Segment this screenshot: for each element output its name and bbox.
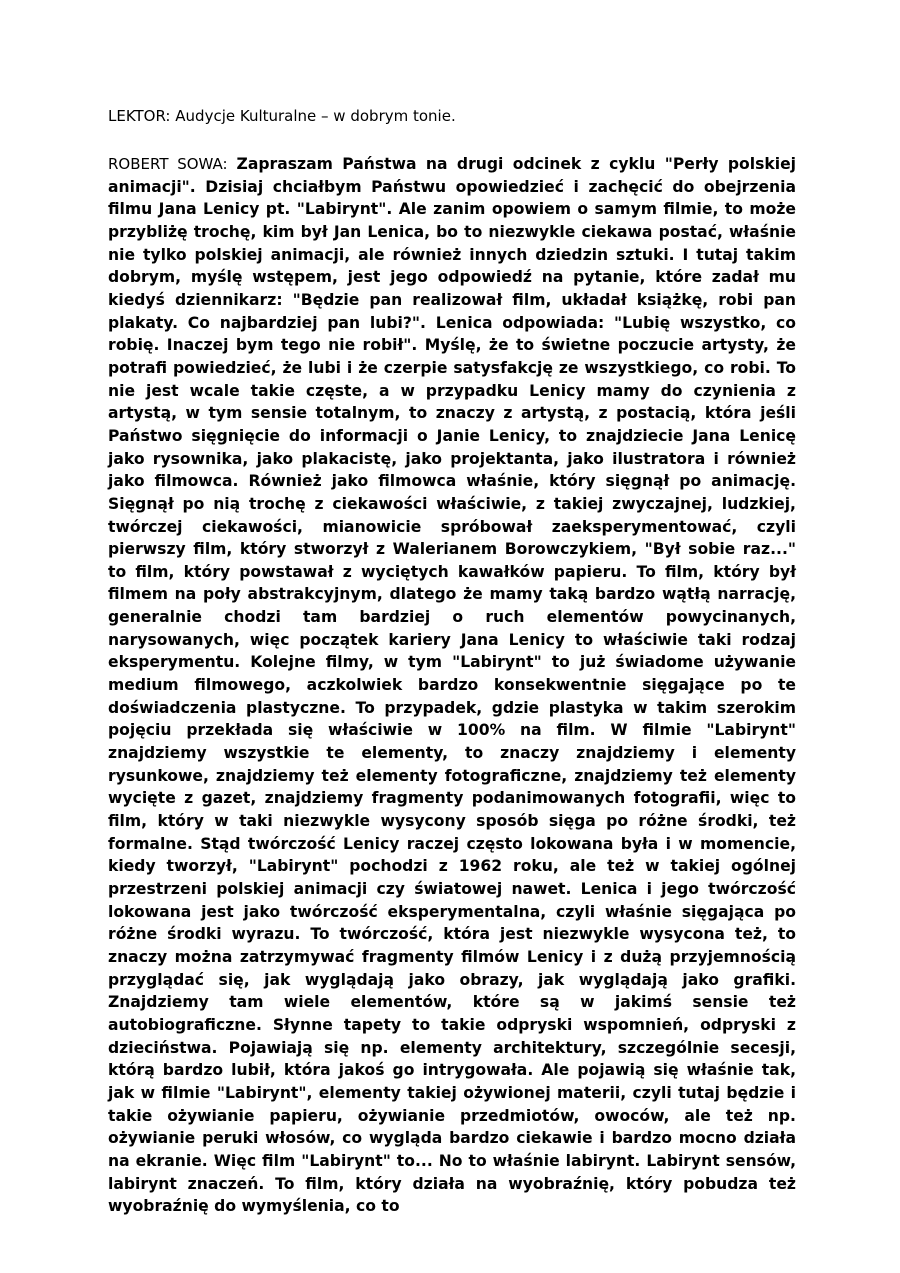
intro-text: Audycje Kulturalne – w dobrym tonie.: [175, 107, 456, 125]
document-page: [108, 104, 796, 1218]
intro-line: [108, 104, 796, 128]
intro-speaker: LEKTOR:: [108, 107, 171, 125]
main-speech: Zapraszam Państwa na drugi odcinek z cyklu "Perły polskiej animacji". Dzisiaj chciałbym Państwu opowiedzieć i zachęcić do obejrzenia filmu Jana Lenicy pt. "Labirynt". Ale zanim opowiem o samym filmie, to może przybliżę trochę, kim był Jan Lenica, bo to niezwykle ciekawa postać, właśnie nie tylko polskiej animacji, ale również innych dziedzin sztuki. I tutaj takim dobrym, myślę wstępem, jest jego odpowiedź na pytanie, które zadał mu kiedyś dziennikarz: "Będzie pan realizował film, układał książkę, robi pan plakaty. Co najbardziej pan lubi?". Lenica odpowiada: "Lubię wszystko, co robię. Inaczej bym tego nie robił". Myślę, że to świetne poczucie artysty, że potrafi powiedzieć, że lubi i że czerpie satysfakcję ze wszystkiego, co robi. To nie jest wcale takie częste, a w przypadku Lenicy mamy do czynienia z artystą, w tym sensie totalnym, to znaczy z artystą, z postacią, która jeśli Państwo sięgnięcie do informacji o Janie Lenicy, to znajdziecie Jana Lenicę jako rysownika, jako plakacistę, jako projektanta, jako ilustratora i również jako filmowca. Również jako filmowca właśnie, który sięgnął po animację. Sięgnął po nią trochę z ciekawości właściwie, z takiej zwyczajnej, ludzkiej, twórczej ciekawości, mianowicie spróbował zaeksperymentować, czyli pierwszy film, który stworzył z Walerianem Borowczykiem, "Był sobie raz..." to film, który powstawał z wyciętych kawałków papieru. To film, który był filmem na poły abstrakcyjnym, dlatego że mamy taką bardzo wątłą narrację, generalnie chodzi tam bardziej o ruch elementów powycinanych, narysowanych, więc początek kariery Jana Lenicy to właściwie taki rodzaj eksperymentu. Kolejne filmy, w tym "Labirynt" to już świadome używanie medium filmowego, aczkolwiek bardzo konsekwentnie sięgające po te doświadczenia plastyczne. To przypadek, gdzie plastyka w takim szerokim pojęciu przekłada się właściwie w 100% na film. W filmie "Labirynt" znajdziemy wszystkie te elementy, to znaczy znajdziemy i elementy rysunkowe, znajdziemy też elementy fotograficzne, znajdziemy też elementy wycięte z gazet, znajdziemy fragmenty podanimowanych fotografii, więc to film, który w taki niezwykle wysycony sposób sięga po różne środki, też formalne. Stąd twórczość Lenicy raczej często lokowana była i w momencie, kiedy tworzył, "Labirynt" pochodzi z 1962 roku, ale też w takiej ogólnej przestrzeni polskiej animacji czy światowej nawet. Lenica i jego twórczość lokowana jest jako twórczość eksperymentalna, czyli właśnie sięgająca po różne środki wyrazu. To twórczość, która jest niezwykle wysycona też, to znaczy można zatrzymywać fragmenty filmów Lenicy i z dużą przyjemnością przyglądać się, jak wyglądają jako obrazy, jak wyglądają jako grafiki. Znajdziemy tam wiele elementów, które są w jakimś sensie też autobiograficzne. Słynne tapety to takie odpryski wspomnień, odpryski z dzieciństwa. Pojawiają się np. elementy architektury, szczególnie secesji, którą bardzo lubił, która jakoś go intrygowała. Ale pojawią się właśnie tak, jak w filmie "Labirynt", elementy takiej ożywionej materii, czyli tutaj będzie i takie ożywianie papieru, ożywianie przedmiotów, owoców, ale też np. ożywianie peruki włosów, co wygląda bardzo ciekawie i bardzo mocno działa na ekranie. Więc film "Labirynt" to... No to właśnie labirynt. Labirynt sensów, labirynt znaczeń. To film, który działa na wyobraźnię, który pobudza też wyobraźnię do wymyślenia, co to: [108, 155, 797, 1216]
main-paragraph: [108, 153, 796, 1218]
main-speaker: ROBERT SOWA:: [108, 155, 228, 173]
